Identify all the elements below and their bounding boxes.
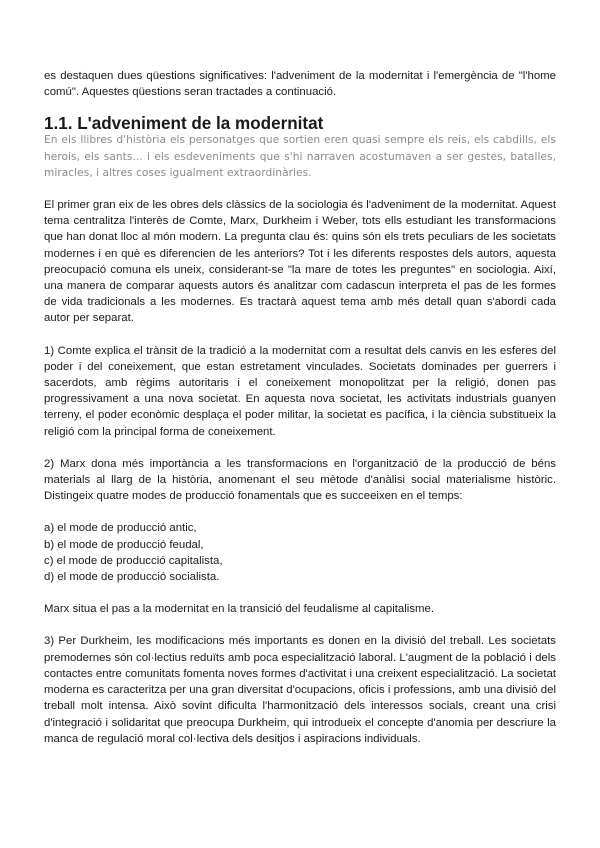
list-item: b) el mode de producció feudal,	[44, 538, 204, 551]
list-item: d) el mode de producció socialista.	[44, 571, 220, 584]
quote-paragraph: En els llibres d'història els personatges que sortien eren quasi sempre els reis, els cabdills, els herois, els sants... i els esdeveniments que s'hi narraven acostumaven a ser gestes, batalles, miracles, i altres coses igualment extraordinàries.	[44, 134, 556, 179]
durkheim-paragraph: 3) Per Durkheim, les modificacions més importants es donen en la divisió del treball. Les societats premodernes són col·lectius reduïts amb poca especialització laboral. L'augment de la població i dels contactes entre comunitats fomenta noves formes d'activitat i una creixent especialització. La societat moderna es caracteritza per una gran diversitat d'ocupacions, oficis i professions, amb una divisió del treball molt intensa. Això sovint dificulta l'harmonització dels interessos socials, creant una crisi d'integració i solidaritat que preocupa Durkheim, qui introdueix el concepte d'anomia per descriure la manca de regulació moral col·lectiva dels desitjos i aspiracions individuals.	[44, 635, 556, 745]
document-page	[44, 68, 556, 747]
comte-paragraph: 1) Comte explica el trànsit de la tradició a la modernitat com a resultat dels canvis en les esferes del poder i del coneixement, que estan estretament vinculades. Societats dominades per guerrers i sacerdots, amb règims autoritaris i el coneixement monopolitzat per la religió, donen pas progressivament a una nova societat. En aquesta nova societat, les activitats industrials guanyen terreny, el poder econòmic desplaça el poder militar, la societat es pacífica, i la ciència substitueix la religió com la principal forma de coneixement.	[44, 344, 556, 438]
production-modes-list	[44, 520, 556, 585]
list-item: c) el mode de producció capitalista,	[44, 554, 223, 567]
marx-conclusion-paragraph: Marx situa el pas a la modernitat en la transició del feudalisme al capitalisme.	[44, 603, 435, 616]
marx-paragraph: 2) Marx dona més importància a les transformacions en l'organització de la producció de béns materials al llarg de la història, anomenant el seu mètode d'anàlisi social materialisme històric. Distingeix quatre modes de producció fonamentals que es succeeixen en el temps:	[44, 457, 556, 503]
intro-paragraph: es destaquen dues qüestions significatives: l'adveniment de la modernitat i l'emergència de "l'home comú". Aquestes qüestions seran tractades a continuació.	[44, 70, 556, 99]
list-item: a) el mode de producció antic,	[44, 522, 197, 535]
main-paragraph: El primer gran eix de les obres dels clàssics de la sociologia és l'adveniment de la modernitat. Aquest tema centralitza l'interès de Comte, Marx, Durkheim i Weber, tots ells estudiant les transformacions que han donat lloc al món modern. La pregunta clau és: quins són els trets peculiars de les societats modernes i en què es diferencien de les anteriors? Tot i les diferents respostes dels autors, aquesta preocupació comuna els uneix, considerant-se "la mare de totes les preguntes" en sociologia. Així, una manera de comparar aquests autors és analitzar com cadascun interpreta el pas de les formes de vida tradicionals a les modernes. Es tractarà aquest tema amb més detall quan s'abordi cada autor per separat.	[44, 199, 556, 325]
section-title: 1.1. L'adveniment de la modernitat	[44, 114, 324, 134]
